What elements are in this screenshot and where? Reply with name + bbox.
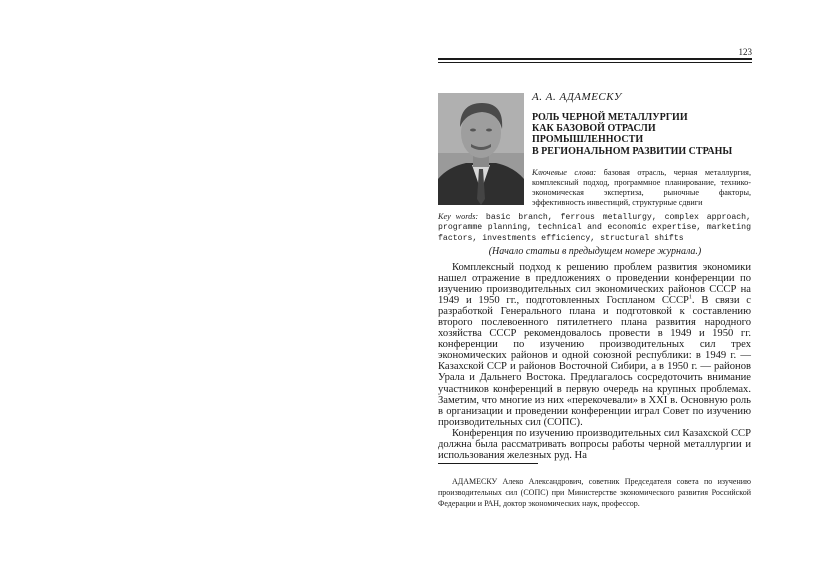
title-line: КАК БАЗОВОЙ ОТРАСЛИ xyxy=(532,123,656,135)
author-photo xyxy=(438,93,524,205)
header-rule-thin xyxy=(438,62,752,63)
journal-page xyxy=(438,0,752,580)
title-line: РОЛЬ ЧЕРНОЙ МЕТАЛЛУРГИИ xyxy=(532,112,688,123)
continuation-note: (Начало статьи в предыдущем номере журнала.) xyxy=(488,246,702,257)
keywords-en-text: basic branch, ferrous metallurgy, complex approach, programme planning, technical and economic expertise, marketing factors, investments efficiency, structural shifts xyxy=(438,213,751,243)
article-author: А. А. АДАМЕСКУ xyxy=(532,91,622,103)
paragraph-text: Комплексный подход к решению проблем развития экономики нашел отражение в предложениях о проведении конференции по изучению производительных сил экономических районов СССР на 1949 и 1950 гг., подготовленных Госпланом СССР xyxy=(438,262,751,307)
article-body xyxy=(438,262,751,461)
header-rule-thick xyxy=(438,58,752,60)
title-line: В РЕГИОНАЛЬНОМ РАЗВИТИИ СТРАНЫ xyxy=(532,145,733,157)
keywords-ru xyxy=(532,168,751,208)
keywords-en xyxy=(438,212,751,244)
paragraph: Конференция по изучению производительных сил Казахской ССР должна была рассматривать вопросы работы черной металлургии и использования железных руд. На xyxy=(438,427,751,461)
title-line: ПРОМЫШЛЕННОСТИ xyxy=(532,134,644,146)
page-number: 123 xyxy=(738,47,752,57)
footnote-text: АДАМЕСКУ Алеко Александрович, советник Председателя совета по изучению производительных сил (СОПС) при Министерстве экономического развития Российской Федерации и РАН, доктор экономических наук, профессор. xyxy=(438,477,751,508)
author-portrait-image xyxy=(438,93,524,205)
footnote-ref: 1 xyxy=(688,294,692,301)
article-title xyxy=(532,112,732,157)
keywords-text: базовая отрасль, черная металлургия, комплексный подход, программное планирование, технико-экономическая экспертиза, рыночные факторы, эффективность инвестиций, структурные сдвиги xyxy=(532,168,751,207)
paragraph-text: . В связи с разработкой Генерального плана и подготовкой к составлению второго послевоенного пятилетнего плана развития народного хозяйства СССР рекомендовалось провести в 1949 и 1950 гг. конференции по изучению производительных сил трех экономических районов и одной союзной республики: в 1949 г. — Казахской ССР и районов Восточной Сибири, а в 1950 г. — районов Урала и Дальнего Востока. Предлагалось сосредоточить внимание участников конференций в первую очередь на крупных проблемах. Заметим, что многие из них «перекочевали» в XXI в. Основную роль в организации и проведении конференции играл Совет по изучению производительных сил (СОПС). xyxy=(438,295,751,428)
keywords-en-label: Key words: xyxy=(438,212,479,221)
paragraph xyxy=(438,262,751,428)
keywords-label: Ключевые слова: xyxy=(532,168,597,177)
author-footnote xyxy=(438,476,751,509)
footnote-rule xyxy=(438,463,538,464)
